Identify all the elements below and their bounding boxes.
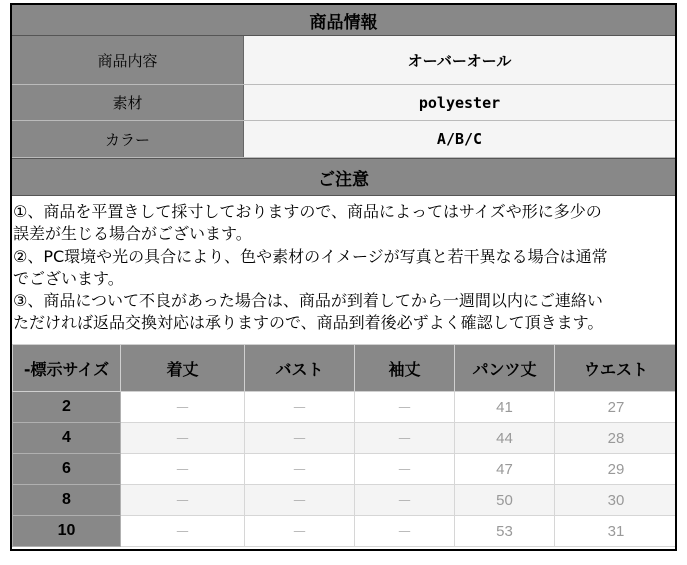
notice-line: ただければ返品交換対応は承りますので、商品到着後必ずよく確認して頂きます。 (13, 313, 604, 333)
info-row-material (12, 85, 675, 121)
value-cell: 30 (555, 485, 678, 516)
column-header: パンツ丈 (455, 345, 555, 392)
size-cell: 6 (13, 454, 121, 485)
value-cell: － (245, 454, 355, 485)
notice-line: ②、PC環境や光の具合により、色や素材のイメージが写真と若干異なる場合は通常 (13, 246, 608, 266)
notice-line: ①、商品を平置きして採寸しておりますので、商品によってはサイズや形に多少の (13, 202, 602, 221)
size-table-header-row (13, 345, 678, 392)
value-cell: － (245, 423, 355, 454)
value-cell: 44 (455, 423, 555, 454)
notice-line: ③、商品について不良があった場合は、商品が到着してから一週間以内にご連絡い (13, 291, 603, 311)
notice-line: でございます。 (13, 268, 124, 288)
value-cell: 41 (455, 392, 555, 423)
value-cell: － (355, 454, 455, 485)
value-cell: － (355, 392, 455, 423)
info-row-color (12, 121, 675, 158)
size-cell: 10 (13, 516, 121, 547)
value-cell: － (121, 454, 245, 485)
value-cell: 27 (555, 392, 678, 423)
size-cell: 2 (13, 392, 121, 423)
column-header: バスト (245, 345, 355, 392)
value-cell: 29 (555, 454, 678, 485)
size-table (12, 344, 677, 547)
value-cell: － (355, 516, 455, 547)
info-value: A/B/C (244, 121, 675, 157)
column-header: 袖丈 (355, 345, 455, 392)
value-cell: － (121, 485, 245, 516)
value-cell: － (245, 485, 355, 516)
column-header: -標示サイズ (13, 345, 121, 392)
table-row (13, 516, 678, 547)
column-header: 着丈 (121, 345, 245, 392)
info-label: 素材 (12, 85, 244, 120)
notice-title: ご注意 (318, 169, 369, 190)
info-label: 商品内容 (12, 36, 244, 84)
value-cell: － (355, 485, 455, 516)
table-row (13, 423, 678, 454)
column-header: ウエスト (555, 345, 678, 392)
size-cell: 4 (13, 423, 121, 454)
value-cell: 31 (555, 516, 678, 547)
table-row (13, 454, 678, 485)
value-cell: 28 (555, 423, 678, 454)
value-cell: － (245, 392, 355, 423)
notice-text (12, 199, 675, 342)
table-row (13, 392, 678, 423)
value-cell: － (121, 516, 245, 547)
product-sheet (10, 3, 677, 551)
value-cell: － (355, 423, 455, 454)
table-row (13, 485, 678, 516)
info-value: オーバーオール (244, 36, 675, 84)
notice-line: 誤差が生じる場合がございます。 (13, 224, 252, 244)
product-info-header (12, 5, 675, 36)
value-cell: － (245, 516, 355, 547)
info-row-content (12, 36, 675, 85)
size-cell: 8 (13, 485, 121, 516)
value-cell: 47 (455, 454, 555, 485)
value-cell: 50 (455, 485, 555, 516)
value-cell: － (121, 392, 245, 423)
value-cell: 53 (455, 516, 555, 547)
info-value: polyester (244, 85, 675, 120)
notice-header (12, 158, 675, 196)
info-label: カラー (12, 121, 244, 157)
product-info-title: 商品情報 (309, 12, 378, 33)
value-cell: － (121, 423, 245, 454)
